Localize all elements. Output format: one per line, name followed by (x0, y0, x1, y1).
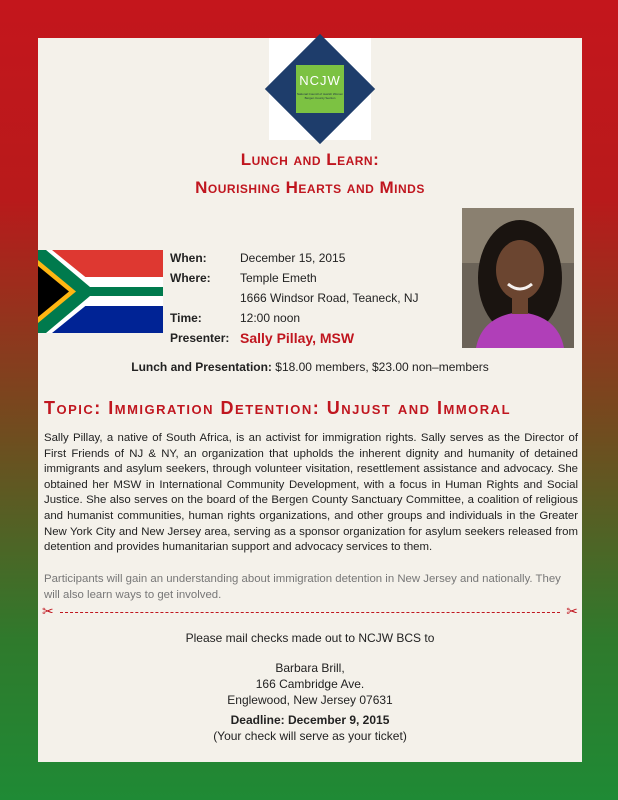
dashed-divider (60, 612, 560, 613)
when-value: December 15, 2015 (240, 251, 346, 265)
event-title-line2: Nourishing Hearts and Minds (195, 178, 425, 197)
mail-name: Barbara Brill, (275, 661, 345, 675)
outcome-text: Participants will gain an understanding about immigration detention in New Jersey and nationally. They will also learn ways to get involved. (44, 573, 561, 601)
ticket-note: (Your check will serve as your ticket) (213, 729, 407, 743)
south-africa-flag (38, 250, 163, 333)
presenter-name: Sally Pillay, MSW (240, 330, 355, 346)
address-value: 1666 Windsor Road, Teaneck, NJ (240, 291, 419, 305)
presenter-label: Presenter: (170, 331, 230, 345)
presenter-row (170, 328, 419, 348)
mail-city: Englewood, New Jersey 07631 (227, 693, 393, 707)
presenter-photo (462, 208, 574, 348)
scissors-icon: ✂ (42, 603, 54, 619)
time-label: Time: (170, 311, 202, 325)
logo-subtitle: National Council of Jewish Women Bergen County Section (296, 92, 344, 100)
time-row (170, 308, 419, 328)
mail-street: 166 Cambridge Ave. (255, 677, 365, 691)
price-value: $18.00 members, $23.00 non–members (275, 360, 489, 374)
logo-text: NCJW (299, 73, 341, 88)
address-row (170, 288, 419, 308)
logo-square (296, 65, 344, 113)
price-line (38, 360, 582, 374)
topic-heading: Topic: Immigration Detention: Unjust and Immoral (44, 398, 512, 418)
event-details (170, 248, 419, 348)
where-label: Where: (170, 271, 211, 285)
ncjw-logo (269, 38, 371, 140)
presenter-bio: Sally Pillay, a native of South Africa, is an activist for immigration rights. Sally serves as the Director of First Friends of NJ & NY, an organization that upholds the inherent dignity and humanity of detained immigrants and asylum seekers, through volunteer visitation, resettlement assistance and advocacy. She obtained her MSW in International Community Development, with a focus in Human Rights and Social Justice. She also serves on the board of the Bergen County Sanctuary Committee, a coalition of religious and humanist communities, human rights organizations, and other groups and individuals in the Greater New York City and New Jersey area, serving as a sponsor organization for asylum seekers released from detention and provides humanitarian support and advocacy services to them. (44, 432, 578, 554)
flyer-card (38, 38, 582, 762)
where-value: Temple Emeth (240, 271, 317, 285)
when-label: When: (170, 251, 207, 265)
time-value: 12:00 noon (240, 311, 301, 325)
event-title-line1: Lunch and Learn: (240, 150, 380, 169)
deadline: Deadline: December 9, 2015 (230, 713, 390, 727)
scissors-icon: ✂ (566, 603, 578, 619)
where-row (170, 268, 419, 288)
mail-instruction: Please mail checks made out to NCJW BCS to (185, 631, 435, 645)
price-label: Lunch and Presentation: (131, 360, 272, 374)
cut-line (42, 603, 578, 619)
when-row (170, 248, 419, 268)
